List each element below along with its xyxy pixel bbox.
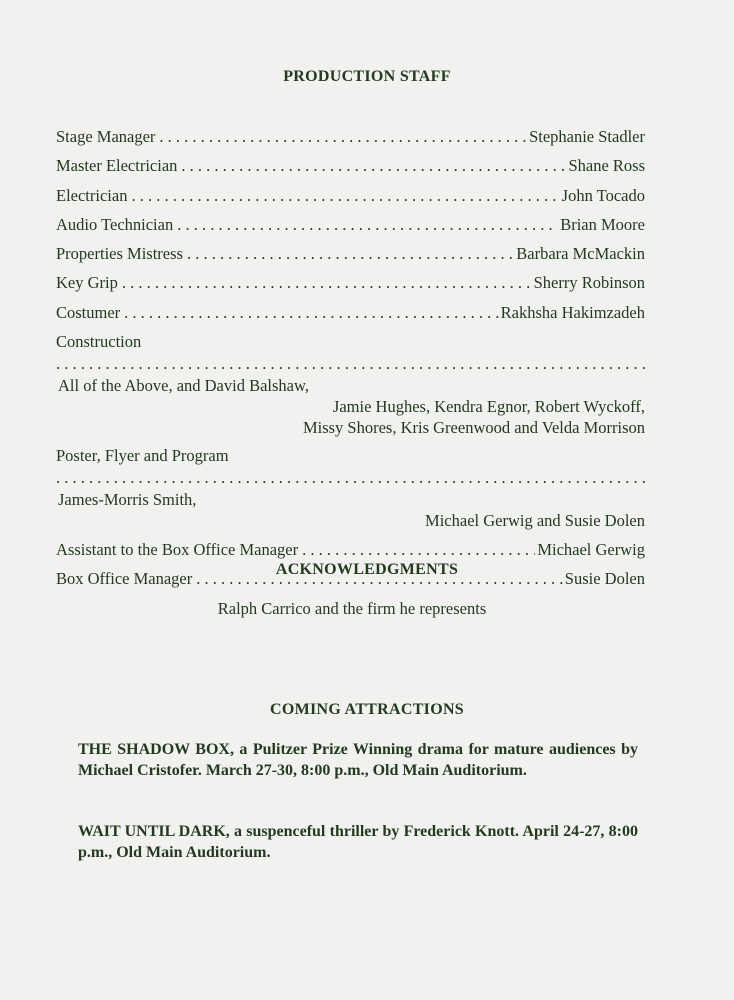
staff-name: Shane Ross (568, 156, 645, 176)
staff-name: Rakhsha Hakimzadeh (500, 302, 645, 322)
dot-leader (187, 243, 514, 265)
staff-name: Stephanie Stadler (529, 127, 645, 146)
dot-leader (181, 155, 566, 177)
acknowledgments-text: Ralph Carrico and the firm he represents (217, 599, 487, 618)
acknowledgments-heading: ACKNOWLEDGMENTS (275, 561, 459, 578)
dot-leader (159, 126, 527, 148)
staff-row (56, 243, 645, 272)
staff-name: Sherry Robinson (533, 273, 645, 293)
dot-leader (56, 467, 645, 489)
staff-role: Electrician (56, 185, 128, 205)
staff-name: All of the Above, and David Balshaw, (58, 376, 309, 396)
coming-attractions-heading: COMING ATTRACTIONS (269, 701, 465, 718)
staff-role: Poster, Flyer and Program (56, 446, 229, 466)
staff-row (56, 302, 645, 331)
staff-name-line: Missy Shores, Kris Greenwood and Velda Morrison (302, 417, 645, 437)
dot-leader (177, 214, 558, 236)
staff-name: Brian Moore (560, 214, 645, 234)
staff-role: Stage Manager (56, 127, 156, 146)
production-staff-list (56, 126, 645, 597)
staff-name: Susie Dolen (564, 568, 645, 588)
staff-row (56, 272, 645, 301)
staff-name-line: Michael Gerwig and Susie Dolen (425, 511, 645, 531)
staff-row (56, 214, 645, 243)
staff-row (56, 445, 645, 532)
dot-leader (56, 353, 645, 375)
staff-name: John Tocado (561, 185, 645, 205)
staff-row (56, 126, 645, 155)
staff-role: Costumer (56, 302, 121, 322)
dot-leader (302, 539, 535, 561)
dot-leader (131, 185, 559, 207)
production-staff-heading: PRODUCTION STAFF (283, 68, 451, 85)
attraction-item: THE SHADOW BOX, a Pulitzer Prize Winning drama for mature audiences by Michael Cristofer. March 27-30, 8:00 p.m., Old Main Auditorium. (78, 741, 638, 779)
attraction-item: WAIT UNTIL DARK, a suspenceful thriller by Frederick Knott. April 24-27, 8:00 p.m., Old Main Auditorium. (78, 823, 638, 861)
staff-role: Box Office Manager (56, 568, 193, 588)
staff-role: Master Electrician (56, 156, 178, 176)
staff-role: Assistant to the Box Office Manager (56, 539, 299, 559)
staff-name: James-Morris Smith, (58, 490, 197, 510)
staff-name: Barbara McMackin (516, 244, 645, 264)
staff-name-line: Jamie Hughes, Kendra Egnor, Robert Wyckoff, (332, 397, 645, 417)
staff-row (56, 185, 645, 214)
staff-row (56, 155, 645, 184)
staff-role: Key Grip (56, 273, 118, 293)
staff-name: Michael Gerwig (537, 539, 645, 559)
dot-leader (124, 302, 499, 324)
staff-name-continuation (56, 397, 645, 438)
staff-role: Construction (56, 332, 142, 352)
staff-name-continuation (56, 511, 645, 532)
staff-row (56, 331, 645, 438)
staff-role: Audio Technician (56, 214, 174, 234)
dot-leader (122, 272, 532, 294)
staff-role: Properties Mistress (56, 244, 183, 264)
